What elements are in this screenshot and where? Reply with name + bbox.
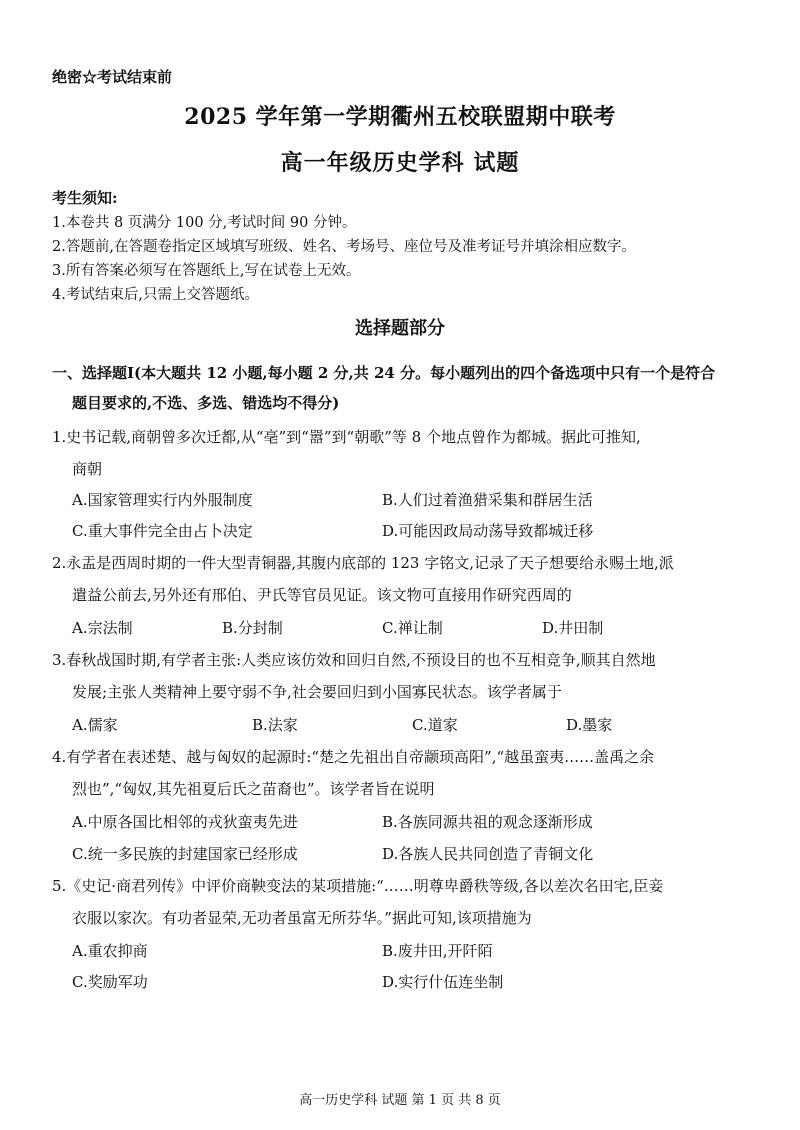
question-stem: 1.史书记载,商朝曾多次迁都,从“亳”到“嚣”到“朝歌”等 8 个地点曾作为都城。据此可推知, (52, 428, 641, 446)
option-b[interactable]: B.各族同源共祖的观念逐渐形成 (382, 813, 593, 831)
option-a[interactable]: A.宗法制 (72, 619, 133, 637)
notice-heading: 考生须知: (52, 189, 118, 207)
notice-item: 4.考试结束后,只需上交答题纸。 (52, 287, 259, 303)
question-stem: 5.《史记·商君列传》中评价商鞅变法的某项措施:“……明尊卑爵秩等级,各以差次名田宅,臣妾 (52, 877, 664, 895)
option-c[interactable]: C.禅让制 (382, 619, 443, 637)
option-c[interactable]: C.奖励军功 (72, 973, 148, 991)
question-stem-cont: 衣服以家次。有功者显荣,无功者虽富无所芬华。”据此可知,该项措施为 (72, 909, 532, 927)
section-title: 选择题部分 (355, 318, 445, 339)
option-a[interactable]: A.国家管理实行内外服制度 (72, 491, 253, 509)
part-instructions: 一、选择题Ⅰ(本大题共 12 小题,每小题 2 分,共 24 分。每小题列出的四个备选项中只有一个是符合 (52, 364, 716, 382)
exam-title: 2025 学年第一学期衢州五校联盟期中联考 (184, 104, 616, 130)
notice-item: 3.所有答案必须写在答题纸上,写在试卷上无效。 (52, 263, 361, 279)
option-c[interactable]: C.统一多民族的封建国家已经形成 (72, 845, 298, 863)
question-stem-cont: 发展;主张人类精神上要守弱不争,社会要回归到小国寡民状态。该学者属于 (72, 683, 562, 701)
part-instructions-cont: 题目要求的,不选、多选、错选均不得分) (72, 394, 340, 412)
option-a[interactable]: A.中原各国比相邻的戎狄蛮夷先进 (72, 813, 298, 831)
option-c[interactable]: C.道家 (412, 716, 458, 734)
notice-item: 1.本卷共 8 页满分 100 分,考试时间 90 分钟。 (52, 215, 357, 231)
option-b[interactable]: B.废井田,开阡陌 (382, 942, 493, 960)
notice-item: 2.答题前,在答题卷指定区域填写班级、姓名、考场号、座位号及准考证号并填涂相应数字。 (52, 239, 636, 255)
question-stem-cont: 遣益公前去,另外还有邢伯、尹氏等官员见证。该文物可直接用作研究西周的 (72, 586, 572, 604)
question-stem: 3.春秋战国时期,有学者主张:人类应该仿效和回归自然,不预设目的也不互相竞争,顺其自然地 (52, 651, 656, 669)
option-b[interactable]: B.分封制 (222, 619, 283, 637)
option-d[interactable]: D.可能因政局动荡导致都城迁移 (382, 522, 594, 540)
confidential-label: 绝密☆考试结束前 (52, 68, 173, 86)
question-stem-cont: 烈也”,“匈奴,其先祖夏后氏之苗裔也”。该学者旨在说明 (72, 780, 435, 798)
option-c[interactable]: C.重大事件完全由占卜决定 (72, 522, 253, 540)
option-d[interactable]: D.井田制 (542, 619, 604, 637)
option-d[interactable]: D.各族人民共同创造了青铜文化 (382, 845, 594, 863)
question-stem: 2.永盂是西周时期的一件大型青铜器,其腹内底部的 123 字铭文,记录了天子想要给永赐土地,派 (52, 554, 674, 572)
question-stem: 4.有学者在表述楚、越与匈奴的起源时:“楚之先祖出自帝颛顼高阳”,“越虽蛮夷……盖禹之余 (52, 748, 655, 766)
option-b[interactable]: B.人们过着渔猎采集和群居生活 (382, 491, 593, 509)
option-d[interactable]: D.墨家 (566, 716, 613, 734)
question-stem-cont: 商朝 (72, 460, 103, 478)
exam-subtitle: 高一年级历史学科 试题 (280, 150, 520, 176)
option-d[interactable]: D.实行什伍连坐制 (382, 973, 504, 991)
option-a[interactable]: A.重农抑商 (72, 942, 148, 960)
page-footer: 高一历史学科 试题 第 1 页 共 8 页 (299, 1093, 501, 1108)
option-a[interactable]: A.儒家 (72, 716, 118, 734)
option-b[interactable]: B.法家 (252, 716, 298, 734)
